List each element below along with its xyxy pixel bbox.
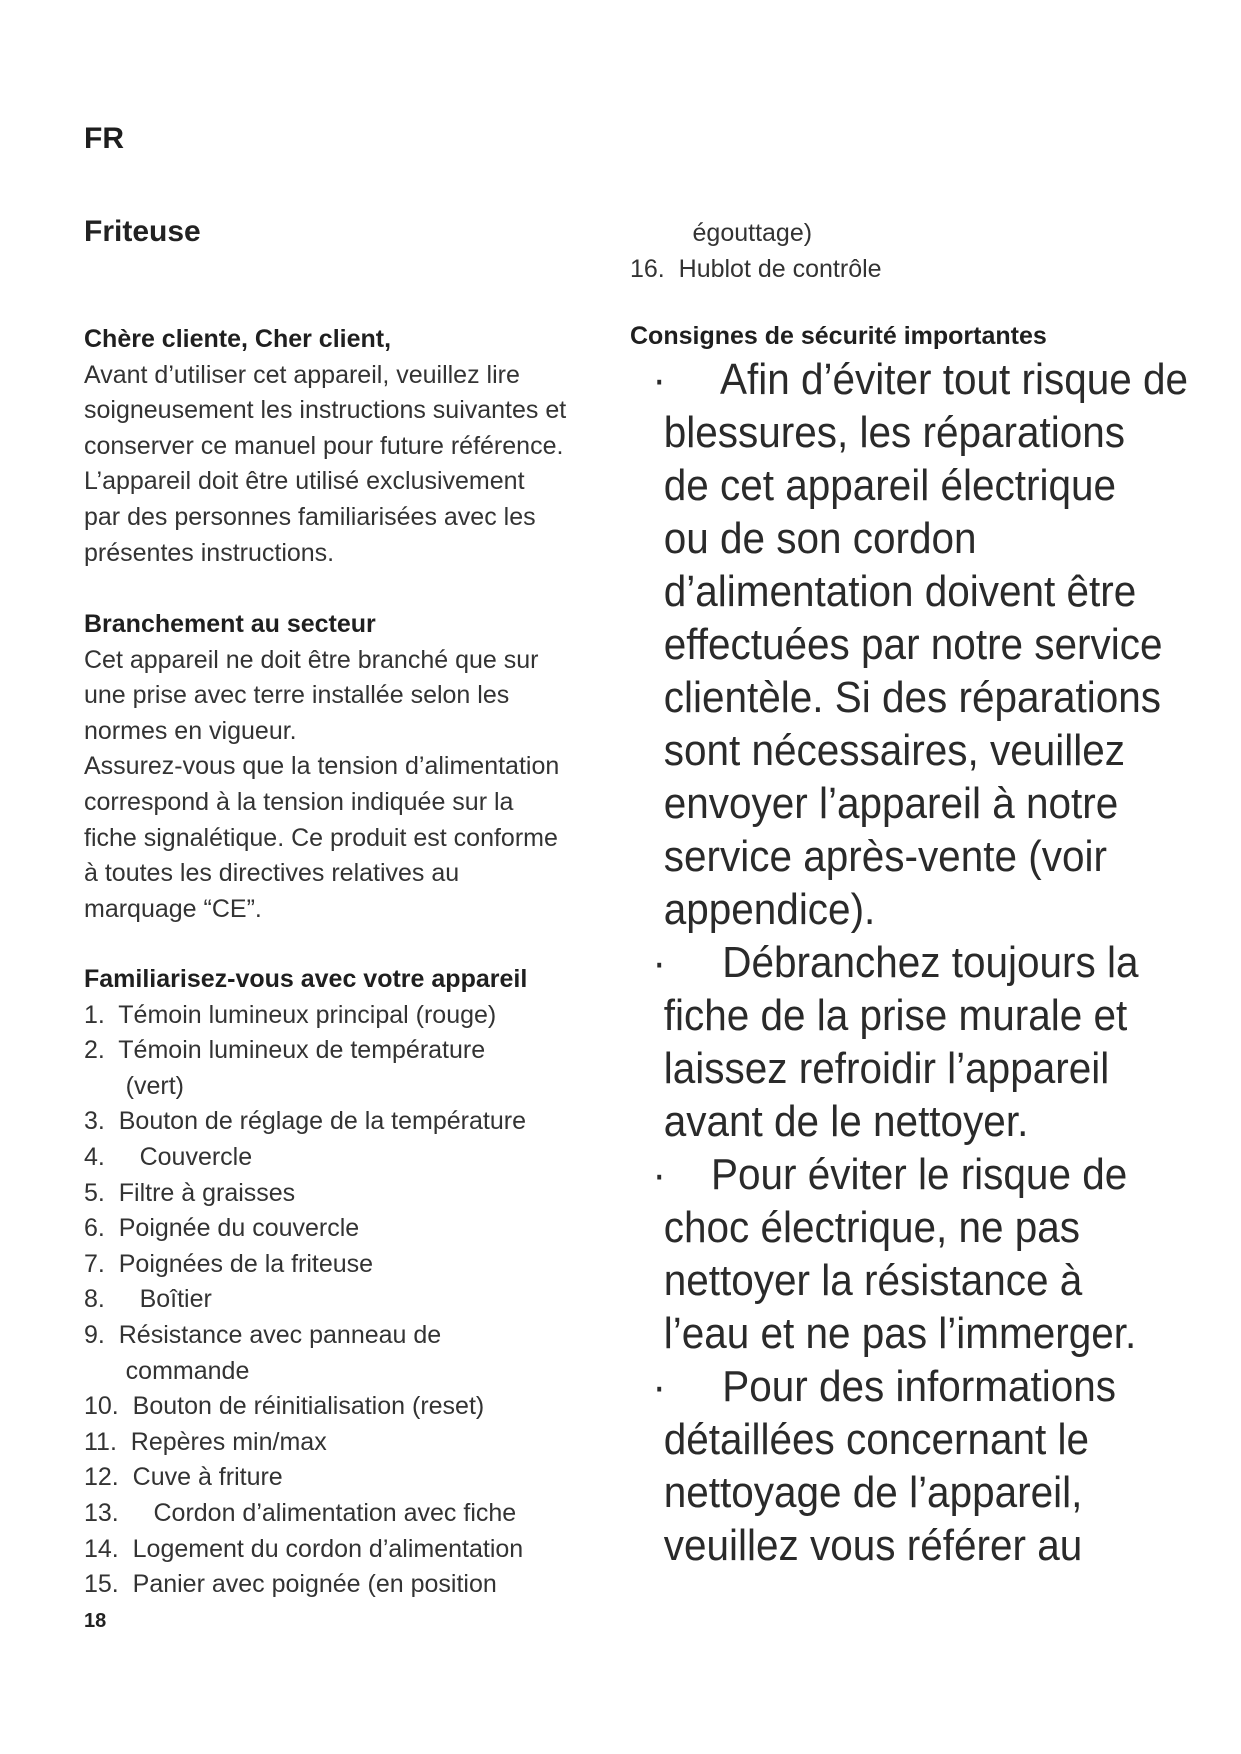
safety-line: ou de son cordon bbox=[630, 514, 977, 563]
safety-line: nettoyage de l’appareil, bbox=[630, 1468, 1083, 1517]
parts-item: commande bbox=[84, 1356, 250, 1385]
safety-line: · Pour des informations bbox=[630, 1362, 1116, 1411]
parts-list bbox=[84, 998, 604, 1603]
parts-continuation-list bbox=[630, 216, 1190, 287]
safety-line: service après-vente (voir bbox=[630, 832, 1107, 881]
safety-line: blessures, les réparations bbox=[630, 408, 1126, 457]
safety-line: · Débranchez toujours la bbox=[630, 938, 1139, 987]
safety-line: appendice). bbox=[630, 885, 876, 934]
safety-line: clientèle. Si des réparations bbox=[630, 673, 1162, 722]
parts-item: 7. Poignées de la friteuse bbox=[84, 1249, 374, 1278]
power-section bbox=[84, 607, 604, 927]
safety-line: sont nécessaires, veuillez bbox=[630, 726, 1126, 775]
safety-line: envoyer l’appareil à notre bbox=[630, 779, 1119, 828]
parts-item: 14. Logement du cordon d’alimentation bbox=[84, 1534, 524, 1563]
safety-section bbox=[630, 322, 1190, 1572]
safety-line: de cet appareil électrique bbox=[630, 461, 1117, 510]
parts-heading: Familiarisez-vous avec votre appareil bbox=[84, 965, 528, 993]
safety-line: l’eau et ne pas l’immerger. bbox=[630, 1309, 1137, 1358]
safety-line: avant de le nettoyer. bbox=[630, 1097, 1029, 1146]
safety-line: d’alimentation doivent être bbox=[630, 567, 1137, 616]
parts-item: 8. Boîtier bbox=[84, 1285, 212, 1314]
language-code: FR bbox=[84, 122, 124, 155]
page-number: 18 bbox=[84, 1610, 107, 1632]
parts-item: 9. Résistance avec panneau de bbox=[84, 1320, 442, 1349]
safety-heading: Consignes de sécurité importantes bbox=[630, 322, 1047, 350]
parts-section bbox=[84, 962, 604, 1603]
safety-line: détaillées concernant le bbox=[630, 1415, 1090, 1464]
intro-heading: Chère cliente, Cher client, bbox=[84, 325, 392, 353]
parts-item: 11. Repères min/max bbox=[84, 1427, 327, 1456]
safety-line: · Afin d’éviter tout risque de bbox=[630, 355, 1189, 404]
intro-text: Avant d’utiliser cet appareil, veuillez lire soigneusement les instructions suivantes et conserver ce manuel pour future référence. L’appareil doit être utilisé exclusivement par des personnes familiarisées avec les présentes instructions. bbox=[84, 360, 567, 567]
parts-item: 15. Panier avec poignée (en position bbox=[84, 1570, 497, 1599]
parts-item: (vert) bbox=[84, 1071, 184, 1100]
page-title: Friteuse bbox=[84, 215, 201, 248]
parts-item: 12. Cuve à friture bbox=[84, 1463, 283, 1492]
parts-item: 1. Témoin lumineux principal (rouge) bbox=[84, 1000, 497, 1029]
parts-item: 2. Témoin lumineux de température bbox=[84, 1036, 486, 1065]
parts-item: 13. Cordon d’alimentation avec fiche bbox=[84, 1498, 517, 1527]
safety-line: fiche de la prise murale et bbox=[630, 991, 1128, 1040]
parts-item: 4. Couvercle bbox=[84, 1142, 253, 1171]
safety-line: nettoyer la résistance à bbox=[630, 1256, 1083, 1305]
parts-item: 16. Hublot de contrôle bbox=[630, 254, 882, 283]
safety-list bbox=[630, 353, 1189, 1572]
parts-item: 6. Poignée du couvercle bbox=[84, 1214, 360, 1243]
safety-line: veuillez vous référer au bbox=[630, 1521, 1083, 1570]
safety-line: choc électrique, ne pas bbox=[630, 1203, 1081, 1252]
safety-line: · Pour éviter le risque de bbox=[630, 1150, 1128, 1199]
power-heading: Branchement au secteur bbox=[84, 610, 376, 638]
parts-item: 5. Filtre à graisses bbox=[84, 1178, 296, 1207]
safety-line: effectuées par notre service bbox=[630, 620, 1163, 669]
power-text: Cet appareil ne doit être branché que sur une prise avec terre installée selon les normes en vigueur. Assurez-vous que la tension d’alimentation correspond à la tension indiquée sur la fiche signalétique. Ce produit est conforme à toutes les directives relatives au marquage “CE”. bbox=[84, 645, 560, 923]
parts-item: 3. Bouton de réglage de la température bbox=[84, 1107, 526, 1136]
parts-item: 10. Bouton de réinitialisation (reset) bbox=[84, 1392, 485, 1421]
safety-line: laissez refroidir l’appareil bbox=[630, 1044, 1110, 1093]
parts-item: égouttage) bbox=[630, 219, 813, 247]
parts-continuation bbox=[630, 216, 1190, 287]
intro-section bbox=[84, 322, 604, 571]
